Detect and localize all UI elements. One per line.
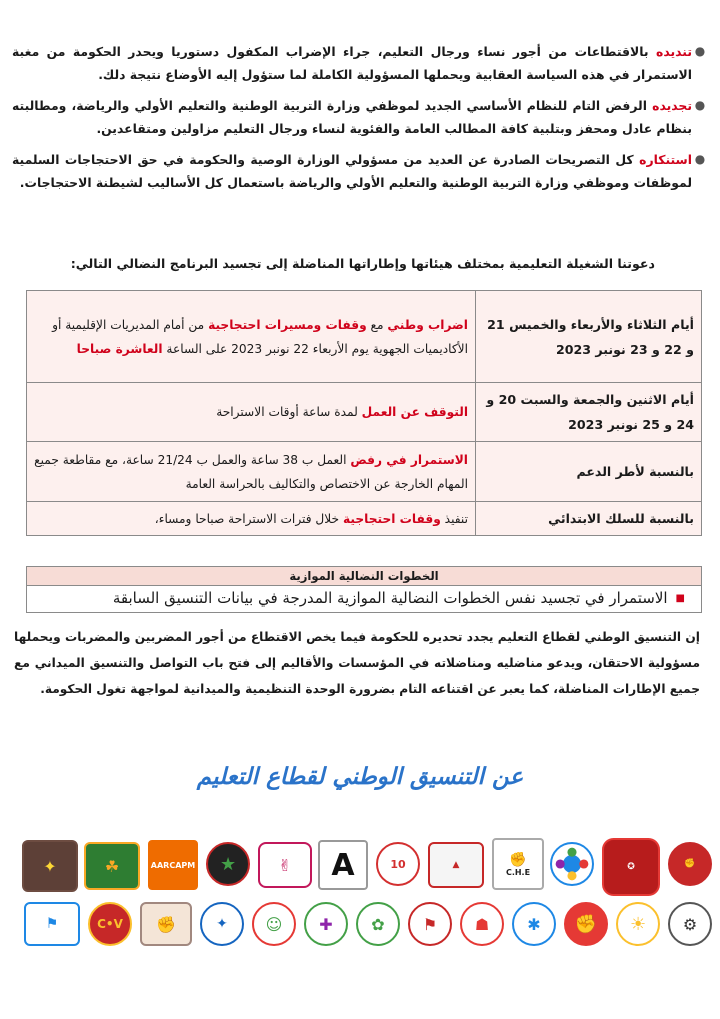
union-logo-icon: ⚑ — [408, 902, 452, 946]
union-logo-icon: C•V — [88, 902, 132, 946]
union-logo-icon: ⚙ — [668, 902, 712, 946]
union-logo-icon: ☺ — [252, 902, 296, 946]
union-logo-icon: ✊ C.H.E — [492, 838, 544, 890]
program-table — [26, 290, 702, 536]
program-action: التوقف عن العمل لمدة ساعة أوقات الاستراحة — [27, 383, 476, 442]
statement-item — [12, 148, 708, 194]
union-logo-icon: ✱ — [512, 902, 556, 946]
statement-text: الرفض التام للنظام الأساسي الجديد لموظفي وزارة التربية الوطنية والتعليم الأولي والرياضة، ومطالبته بنظام عادل ومحفز وبتلبية كافة المطالب العامة والفئوية لنساء ورجال التعليم مزاولين ومتقاعدين. — [12, 98, 692, 136]
parallel-steps-item: ■الاستمرار في تجسيد نفس الخطوات النضالية الموازية المدرجة في بيانات التنسيق السابقة — [26, 586, 702, 613]
table-row — [27, 442, 702, 502]
statement-lead: تجديده — [652, 98, 692, 113]
bullet-dot-icon: ● — [694, 98, 706, 112]
program-day: بالنسبة لأطر الدعم — [476, 442, 702, 502]
union-logo-icon: ✦ — [22, 840, 78, 892]
closing-paragraph: إن التنسيق الوطني لقطاع التعليم يجدد تحديره للحكومة فيما يخص الاقتطاع من أجور المضربين والمضربات ويحملها مسؤولية الاحتقان، ويدعو مناضليه ومناضلاته في المؤسسات والأقاليم إلى فتح باب التواصل والتنسيق الميداني مع جميع الإطارات المناضلة، كما يعبر عن اقتناعه التام بضرورة الوحدة التنظيمية والميدانية لمواجهة تغول الحكومة. — [14, 630, 700, 696]
bullet-dot-icon: ● — [694, 152, 706, 166]
program-action: اضراب وطني مع وقفات ومسيرات احتجاجية من أمام المديريات الإقليمية أو الأكاديميات الجهوية يوم الأربعاء 22 نونبر 2023 على الساعة العاشرة صباحا — [27, 291, 476, 383]
union-logo-icon: ☗ — [460, 902, 504, 946]
union-logo-icon: ✊ — [140, 902, 192, 946]
union-logo-icon: ✦ — [200, 902, 244, 946]
union-logo-icon: A — [318, 840, 368, 890]
program-action: الاستمرار في رفض العمل ب 38 ساعة والعمل ب 21/24 ساعة، مع مقاطعة جميع المهام الخارجة عن الاختصاص والتكاليف بالحراسة العامة — [27, 442, 476, 502]
statements-list — [12, 40, 708, 202]
statement-text: كل التصريحات الصادرة عن العديد من مسؤولي الوزارة الوصية والحكومة في حق الاحتجاجات السلمية لموظفات وموظفي وزارة التربية الوطنية والتعليم الأولي والرياضة باستعمال كل الأساليب لشيطنة الاحتجاجات. — [12, 152, 692, 190]
union-logo-icon: AARCAPM — [148, 840, 198, 890]
table-row — [27, 383, 702, 442]
statement-text: بالاقتطاعات من أجور نساء ورجال التعليم، جراء الإضراب المكفول دستوريا ويحدر الحكومة من مغبة الاستمرار في هذه السياسة العقابية ويحملها المسؤولية الكاملة لما ستؤول إليه الأوضاع نتيجة دلك. — [12, 44, 692, 82]
program-intro: دعوتنا الشغيلة التعليمية بمختلف هيئاتها وإطاراتها المناضلة إلى تجسيد البرنامج النضالي التالي: — [70, 256, 655, 271]
union-logo-icon: ☘ — [84, 842, 140, 890]
statement-lead: تنديده — [656, 44, 692, 59]
union-logo-icon: ✌ — [258, 842, 312, 888]
union-logo-icon: ✿ — [356, 902, 400, 946]
union-logo-icon: ★ — [206, 842, 250, 886]
table-row — [27, 291, 702, 383]
program-day: أيام الاثنين والجمعة والسبت 20 و 24 و 25 نونبر 2023 — [476, 383, 702, 442]
union-logo-icon: ✪ — [602, 838, 660, 896]
program-day: بالنسبة للسلك الابتدائي — [476, 502, 702, 536]
union-logos — [0, 834, 720, 1014]
union-logo-icon: ⚑ — [24, 902, 80, 946]
square-bullet-icon: ■ — [675, 593, 685, 604]
union-logo-icon: ✊ — [668, 842, 712, 886]
union-logo-icon: ▲ — [428, 842, 484, 888]
union-logo-icon — [550, 842, 594, 886]
union-logo-icon: 10 — [376, 842, 420, 886]
parallel-steps-title: الخطوات النضالية الموازية — [26, 566, 702, 586]
union-logo-icon: ☀ — [616, 902, 660, 946]
table-row — [27, 502, 702, 536]
statement-item — [12, 94, 708, 140]
program-day: أيام الثلاثاء والأربعاء والخميس 21 و 22 و 23 نونبر 2023 — [476, 291, 702, 383]
statement-lead: استنكاره — [639, 152, 692, 167]
signature: عن التنسيق الوطني لقطاع التعليم — [196, 764, 524, 790]
union-logo-icon: ✚ — [304, 902, 348, 946]
statement-item — [12, 40, 708, 86]
program-action: تنفيذ وقفات احتجاجية خلال فترات الاستراحة صباحا ومساء، — [27, 502, 476, 536]
union-logo-icon: ✊ — [564, 902, 608, 946]
bullet-dot-icon: ● — [694, 44, 706, 58]
